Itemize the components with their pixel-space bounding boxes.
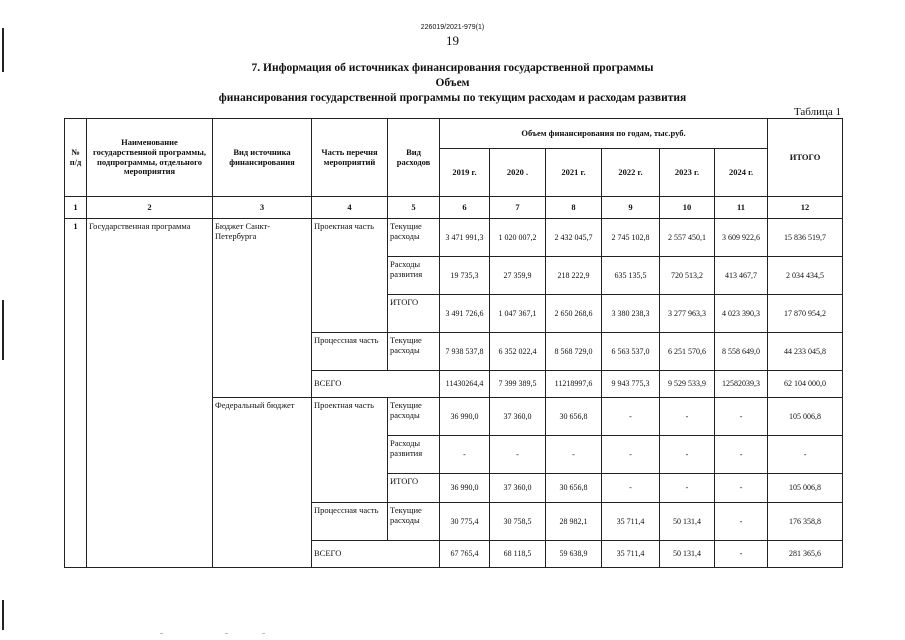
part-label: Проектная часть (312, 219, 388, 333)
value-cell: 27 359,9 (490, 257, 546, 295)
value-cell: 2 745 102,8 (602, 219, 660, 257)
value-cell: 12582039,3 (715, 371, 768, 398)
expense-label: Текущие расходы (388, 398, 440, 436)
value-cell: 2 432 045,7 (546, 219, 602, 257)
header-year: 2022 г. (602, 149, 660, 197)
value-cell: 7 399 389,5 (490, 371, 546, 398)
column-number: 2 (87, 197, 213, 219)
total-cell: 2 034 434,5 (768, 257, 843, 295)
header-year: 2021 г. (546, 149, 602, 197)
column-number: 1 (65, 197, 87, 219)
value-cell: 3 277 963,3 (660, 295, 715, 333)
part-label: Процессная часть (312, 333, 388, 371)
column-number: 7 (490, 197, 546, 219)
value-cell: - (546, 436, 602, 474)
header-total: ИТОГО (768, 119, 843, 197)
scan-speck (160, 633, 163, 634)
total-cell: 15 836 519,7 (768, 219, 843, 257)
value-cell: - (602, 474, 660, 503)
value-cell: 35 711,4 (602, 503, 660, 541)
value-cell: - (602, 398, 660, 436)
document-id: 226019/2021-979(1) (420, 24, 485, 31)
value-cell: 30 656,8 (546, 474, 602, 503)
value-cell: 37 360,0 (490, 474, 546, 503)
total-cell: 105 006,8 (768, 398, 843, 436)
value-cell: 2 557 450,1 (660, 219, 715, 257)
header-year: 2023 г. (660, 149, 715, 197)
scan-speck (262, 633, 265, 634)
program-index: 1 (65, 219, 87, 568)
expense-label: Текущие расходы (388, 503, 440, 541)
value-cell: - (440, 436, 490, 474)
expense-label: Текущие расходы (388, 219, 440, 257)
value-cell: - (715, 398, 768, 436)
value-cell: 8 568 729,0 (546, 333, 602, 371)
expense-label: ИТОГО (388, 474, 440, 503)
value-cell: 1 047 367,1 (490, 295, 546, 333)
value-cell: 36 990,0 (440, 474, 490, 503)
total-cell: 105 006,8 (768, 474, 843, 503)
section-subtitle-2: финансирования государственной программы по текущим расходам и расходам развития (218, 92, 687, 104)
all-label: ВСЕГО (312, 371, 440, 398)
column-number: 10 (660, 197, 715, 219)
part-label: Процессная часть (312, 503, 388, 541)
value-cell: 635 135,5 (602, 257, 660, 295)
column-number: 4 (312, 197, 388, 219)
value-cell: - (715, 474, 768, 503)
table-caption: Таблица 1 (793, 106, 841, 118)
value-cell: 1 020 007,2 (490, 219, 546, 257)
total-cell: 281 365,6 (768, 541, 843, 568)
value-cell: - (660, 474, 715, 503)
total-cell: 44 233 045,8 (768, 333, 843, 371)
value-cell: 4 023 390,3 (715, 295, 768, 333)
header-year: 2024 г. (715, 149, 768, 197)
source-name: Федеральный бюджет (213, 398, 312, 568)
header-name: Наименование государственной программы, подпрограммы, отдельного мероприятия (87, 119, 213, 197)
value-cell: - (660, 398, 715, 436)
value-cell: - (602, 436, 660, 474)
header-expense-type: Вид расходов (388, 119, 440, 197)
value-cell: - (715, 541, 768, 568)
value-cell: 3 380 238,3 (602, 295, 660, 333)
total-cell: 176 358,8 (768, 503, 843, 541)
scan-speck (225, 633, 228, 634)
all-label: ВСЕГО (312, 541, 440, 568)
total-cell: - (768, 436, 843, 474)
value-cell: 9 943 775,3 (602, 371, 660, 398)
value-cell: 28 982,1 (546, 503, 602, 541)
value-cell: 30 758,5 (490, 503, 546, 541)
value-cell: 3 609 922,6 (715, 219, 768, 257)
value-cell: 413 467,7 (715, 257, 768, 295)
value-cell: 6 352 022,4 (490, 333, 546, 371)
value-cell: - (660, 436, 715, 474)
value-cell: 30 775,4 (440, 503, 490, 541)
table-row (65, 219, 843, 257)
value-cell: 50 131,4 (660, 503, 715, 541)
header-volume: Объем финансирования по годам, тыс.руб. (440, 119, 768, 149)
column-number: 3 (213, 197, 312, 219)
value-cell: 59 638,9 (546, 541, 602, 568)
header-source: Вид источника финансирования (213, 119, 312, 197)
part-label: Проектная часть (312, 398, 388, 503)
scan-edge-mark (2, 300, 4, 360)
source-name: Бюджет Санкт-Петербурга (213, 219, 312, 398)
value-cell: 67 765,4 (440, 541, 490, 568)
value-cell: 30 656,8 (546, 398, 602, 436)
scan-edge-mark (2, 600, 4, 630)
total-cell: 62 104 000,0 (768, 371, 843, 398)
header-part: Часть перечня мероприятий (312, 119, 388, 197)
value-cell: 6 251 570,6 (660, 333, 715, 371)
expense-label: Расходы развития (388, 436, 440, 474)
value-cell: 8 558 649,0 (715, 333, 768, 371)
value-cell: 7 938 537,8 (440, 333, 490, 371)
financing-table (64, 118, 843, 568)
value-cell: - (715, 503, 768, 541)
value-cell: 9 529 533,9 (660, 371, 715, 398)
value-cell: 36 990,0 (440, 398, 490, 436)
value-cell: 720 513,2 (660, 257, 715, 295)
value-cell: 11430264,4 (440, 371, 490, 398)
header-year: 2020 . (490, 149, 546, 197)
value-cell: 68 118,5 (490, 541, 546, 568)
section-title: 7. Информация об источниках финансирования государственной программы (251, 62, 654, 74)
value-cell: - (490, 436, 546, 474)
header-num: № п/д (65, 119, 87, 197)
value-cell: 35 711,4 (602, 541, 660, 568)
value-cell: 19 735,3 (440, 257, 490, 295)
header-year: 2019 г. (440, 149, 490, 197)
value-cell: 11218997,6 (546, 371, 602, 398)
section-subtitle: Объем (435, 77, 470, 89)
value-cell: 2 650 268,6 (546, 295, 602, 333)
column-number: 11 (715, 197, 768, 219)
column-number: 9 (602, 197, 660, 219)
page-number: 19 (446, 33, 459, 48)
expense-label: ИТОГО (388, 295, 440, 333)
program-name: Государственная программа (87, 219, 213, 568)
column-number: 5 (388, 197, 440, 219)
expense-label: Расходы развития (388, 257, 440, 295)
value-cell: 3 491 726,6 (440, 295, 490, 333)
value-cell: 6 563 537,0 (602, 333, 660, 371)
value-cell: - (715, 436, 768, 474)
value-cell: 50 131,4 (660, 541, 715, 568)
expense-label: Текущие расходы (388, 333, 440, 371)
column-number: 6 (440, 197, 490, 219)
column-number: 8 (546, 197, 602, 219)
column-number: 12 (768, 197, 843, 219)
value-cell: 3 471 991,3 (440, 219, 490, 257)
total-cell: 17 870 954,2 (768, 295, 843, 333)
value-cell: 218 222,9 (546, 257, 602, 295)
value-cell: 37 360,0 (490, 398, 546, 436)
